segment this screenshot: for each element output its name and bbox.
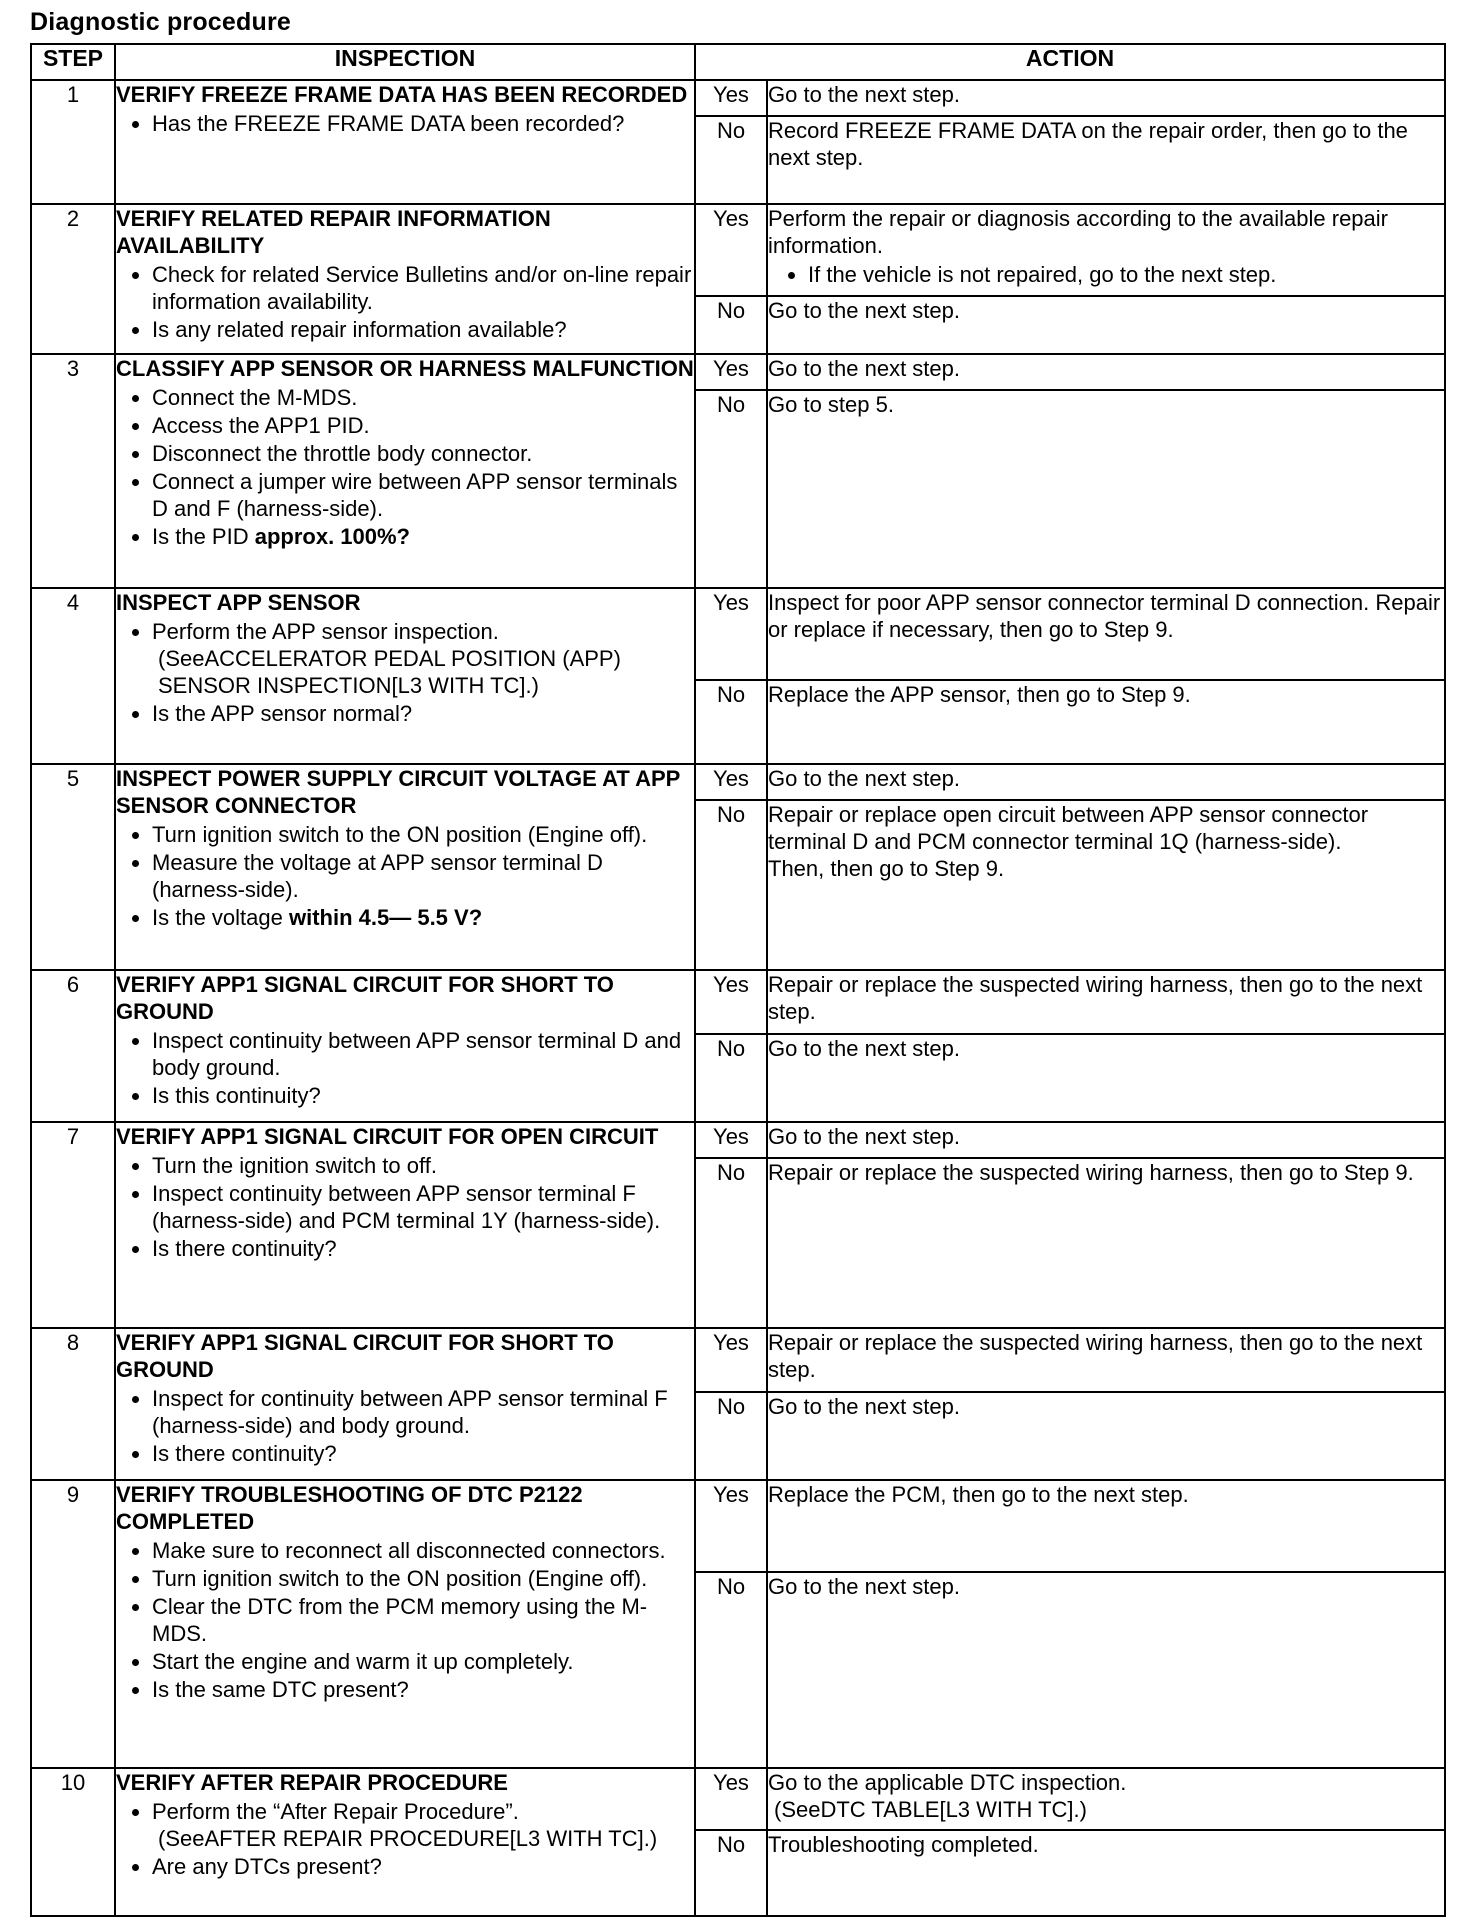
- inspection-bullets: [116, 1537, 694, 1703]
- page-title: Diagnostic procedure: [30, 8, 291, 36]
- no-label: No: [695, 1830, 767, 1916]
- yes-action: Go to the next step.: [767, 1122, 1445, 1158]
- bullet-text: Is the PID: [152, 524, 255, 549]
- yes-action: Perform the repair or diagnosis according to the available repair information.: [768, 206, 1388, 258]
- inspection-bullet: • Connect the M-MDS.: [152, 384, 694, 411]
- yes-label: Yes: [695, 1328, 767, 1392]
- inspection-bullet: • Inspect for continuity between APP sensor terminal F (harness-side) and body ground.: [152, 1385, 694, 1439]
- inspection-bullet: • Access the APP1 PID.: [152, 412, 694, 439]
- yes-action-cell: [767, 1768, 1445, 1830]
- inspection-bullets: [116, 1027, 694, 1109]
- bullet-text: Is the voltage: [152, 905, 289, 930]
- inspection-bullets: [116, 1152, 694, 1262]
- step-row-yes: [31, 970, 1445, 1034]
- see-reference: (SeeACCELERATOR PEDAL POSITION (APP) SENSOR INSPECTION[L3 WITH TC].): [158, 646, 621, 698]
- step-row-yes: [31, 204, 1445, 296]
- no-action: Repair or replace the suspected wiring harness, then go to Step 9.: [767, 1158, 1445, 1328]
- yes-label: Yes: [695, 204, 767, 296]
- inspection-bullet: • Is any related repair information available?: [152, 316, 694, 343]
- no-label: No: [695, 1392, 767, 1480]
- inspection-cell: [115, 1122, 695, 1328]
- inspection-bullets: [116, 1798, 694, 1880]
- inspection-bullet: • Is the APP sensor normal?: [152, 700, 694, 727]
- bullet-text: Perform the APP sensor inspection.: [152, 619, 499, 644]
- no-label: No: [695, 116, 767, 204]
- diagnostic-table: [30, 43, 1446, 1917]
- yes-action: Go to the next step.: [767, 354, 1445, 390]
- inspection-title: CLASSIFY APP SENSOR OR HARNESS MALFUNCTION: [116, 356, 694, 381]
- no-action: Repair or replace open circuit between APP sensor connector terminal D and PCM connector terminal 1Q (harness-side).: [768, 802, 1369, 854]
- inspection-bullet: • Is the same DTC present?: [152, 1676, 694, 1703]
- inspection-title: INSPECT APP SENSOR: [116, 590, 361, 615]
- yes-action: Repair or replace the suspected wiring harness, then go to the next step.: [767, 970, 1445, 1034]
- inspection-bullet: • Has the FREEZE FRAME DATA been recorded?: [152, 110, 694, 137]
- no-label: No: [695, 800, 767, 970]
- yes-action: Go to the applicable DTC inspection.: [768, 1770, 1127, 1795]
- inspection-bullet: • Is this continuity?: [152, 1082, 694, 1109]
- inspection-bullet: [152, 618, 694, 699]
- inspection-bullet: • Disconnect the throttle body connector.: [152, 440, 694, 467]
- see-reference: (SeeDTC TABLE[L3 WITH TC].): [774, 1797, 1087, 1822]
- yes-action: Go to the next step.: [767, 764, 1445, 800]
- inspection-bullet: • Is there continuity?: [152, 1440, 694, 1467]
- inspection-cell: [115, 1328, 695, 1480]
- no-label: No: [695, 1034, 767, 1122]
- step-number: 3: [31, 354, 115, 588]
- no-action-followup: Then, then go to Step 9.: [768, 856, 1005, 881]
- inspection-cell: [115, 204, 695, 354]
- step-number: 2: [31, 204, 115, 354]
- bullet-bold-text: within 4.5— 5.5 V?: [288, 905, 483, 930]
- step-row-yes: [31, 588, 1445, 680]
- inspection-bullet: [152, 904, 694, 931]
- no-action: Go to step 5.: [767, 390, 1445, 588]
- yes-action: Replace the PCM, then go to the next step.: [767, 1480, 1445, 1572]
- yes-label: Yes: [695, 1122, 767, 1158]
- inspection-bullets: [116, 110, 694, 137]
- no-action: Replace the APP sensor, then go to Step 9.: [767, 680, 1445, 764]
- bullet-text: Perform the “After Repair Procedure”.: [152, 1799, 519, 1824]
- inspection-bullet: • Inspect continuity between APP sensor terminal F (harness-side) and PCM terminal 1Y (harness-side).: [152, 1180, 694, 1234]
- yes-label: Yes: [695, 1768, 767, 1830]
- inspection-bullet: • Start the engine and warm it up completely.: [152, 1648, 694, 1675]
- inspection-bullets: [116, 618, 694, 727]
- inspection-title: VERIFY APP1 SIGNAL CIRCUIT FOR OPEN CIRCUIT: [116, 1124, 659, 1149]
- step-row-yes: [31, 1480, 1445, 1572]
- inspection-title: VERIFY TROUBLESHOOTING OF DTC P2122 COMPLETED: [116, 1482, 583, 1534]
- step-number: 8: [31, 1328, 115, 1480]
- inspection-title: VERIFY AFTER REPAIR PROCEDURE: [116, 1770, 508, 1795]
- yes-label: Yes: [695, 354, 767, 390]
- no-label: No: [695, 680, 767, 764]
- inspection-title: VERIFY FREEZE FRAME DATA HAS BEEN RECORDED: [116, 82, 688, 107]
- action-bullet: • If the vehicle is not repaired, go to the next step.: [808, 261, 1444, 288]
- yes-label: Yes: [695, 80, 767, 116]
- step-row-yes: [31, 1122, 1445, 1158]
- no-action-cell: [767, 800, 1445, 970]
- yes-action: Repair or replace the suspected wiring harness, then go to the next step.: [767, 1328, 1445, 1392]
- step-number: 6: [31, 970, 115, 1122]
- no-action: Troubleshooting completed.: [767, 1830, 1445, 1916]
- no-action: Go to the next step.: [767, 1572, 1445, 1768]
- step-number: 4: [31, 588, 115, 764]
- action-bullets: [768, 261, 1444, 288]
- header-row: [31, 44, 1445, 80]
- no-label: No: [695, 1572, 767, 1768]
- step-row-yes: [31, 1768, 1445, 1830]
- inspection-bullet: • Clear the DTC from the PCM memory using the M-MDS.: [152, 1593, 694, 1647]
- yes-label: Yes: [695, 764, 767, 800]
- no-label: No: [695, 296, 767, 354]
- inspection-bullet: [152, 523, 694, 550]
- step-row-yes: [31, 354, 1445, 390]
- inspection-bullet: • Measure the voltage at APP sensor terminal D (harness-side).: [152, 849, 694, 903]
- yes-label: Yes: [695, 588, 767, 680]
- yes-action-cell: [767, 204, 1445, 296]
- inspection-title: VERIFY APP1 SIGNAL CIRCUIT FOR SHORT TO GROUND: [116, 1330, 614, 1382]
- inspection-bullet: • Check for related Service Bulletins and/or on-line repair information availability.: [152, 261, 694, 315]
- inspection-cell: [115, 1480, 695, 1768]
- inspection-bullet: • Turn ignition switch to the ON position (Engine off).: [152, 1565, 694, 1592]
- step-number: 7: [31, 1122, 115, 1328]
- yes-action: Go to the next step.: [767, 80, 1445, 116]
- inspection-bullet: • Is there continuity?: [152, 1235, 694, 1262]
- step-row-yes: [31, 1328, 1445, 1392]
- step-number: 1: [31, 80, 115, 204]
- yes-label: Yes: [695, 970, 767, 1034]
- inspection-bullet: • Turn the ignition switch to off.: [152, 1152, 694, 1179]
- no-action: Record FREEZE FRAME DATA on the repair order, then go to the next step.: [767, 116, 1445, 204]
- step-row-yes: [31, 80, 1445, 116]
- no-action: Go to the next step.: [767, 1034, 1445, 1122]
- yes-label: Yes: [695, 1480, 767, 1572]
- step-number: 10: [31, 1768, 115, 1916]
- inspection-cell: [115, 354, 695, 588]
- step-row-yes: [31, 764, 1445, 800]
- inspection-bullets: [116, 821, 694, 931]
- inspection-bullet: [152, 1798, 694, 1852]
- step-number: 9: [31, 1480, 115, 1768]
- no-label: No: [695, 390, 767, 588]
- step-number: 5: [31, 764, 115, 970]
- no-action: Go to the next step.: [767, 296, 1445, 354]
- inspection-bullets: [116, 384, 694, 550]
- header-inspection: INSPECTION: [115, 44, 695, 80]
- no-action: Go to the next step.: [767, 1392, 1445, 1480]
- inspection-bullet: • Connect a jumper wire between APP sensor terminals D and F (harness-side).: [152, 468, 694, 522]
- inspection-bullet: • Are any DTCs present?: [152, 1853, 694, 1880]
- no-label: No: [695, 1158, 767, 1328]
- inspection-title: VERIFY RELATED REPAIR INFORMATION AVAILABILITY: [116, 206, 551, 258]
- inspection-cell: [115, 80, 695, 204]
- see-reference: (SeeAFTER REPAIR PROCEDURE[L3 WITH TC].): [158, 1826, 658, 1851]
- inspection-bullet: • Turn ignition switch to the ON position (Engine off).: [152, 821, 694, 848]
- header-step: STEP: [31, 44, 115, 80]
- inspection-cell: [115, 970, 695, 1122]
- inspection-cell: [115, 588, 695, 764]
- inspection-title: INSPECT POWER SUPPLY CIRCUIT VOLTAGE AT APP SENSOR CONNECTOR: [116, 766, 680, 818]
- inspection-title: VERIFY APP1 SIGNAL CIRCUIT FOR SHORT TO GROUND: [116, 972, 614, 1024]
- inspection-bullets: [116, 261, 694, 343]
- inspection-bullet: • Inspect continuity between APP sensor terminal D and body ground.: [152, 1027, 694, 1081]
- yes-action: Inspect for poor APP sensor connector terminal D connection. Repair or replace if necessary, then go to Step 9.: [767, 588, 1445, 680]
- inspection-bullets: [116, 1385, 694, 1467]
- inspection-cell: [115, 1768, 695, 1916]
- inspection-cell: [115, 764, 695, 970]
- bullet-bold-text: approx. 100%?: [254, 524, 410, 549]
- header-action: ACTION: [695, 44, 1445, 80]
- inspection-bullet: • Make sure to reconnect all disconnected connectors.: [152, 1537, 694, 1564]
